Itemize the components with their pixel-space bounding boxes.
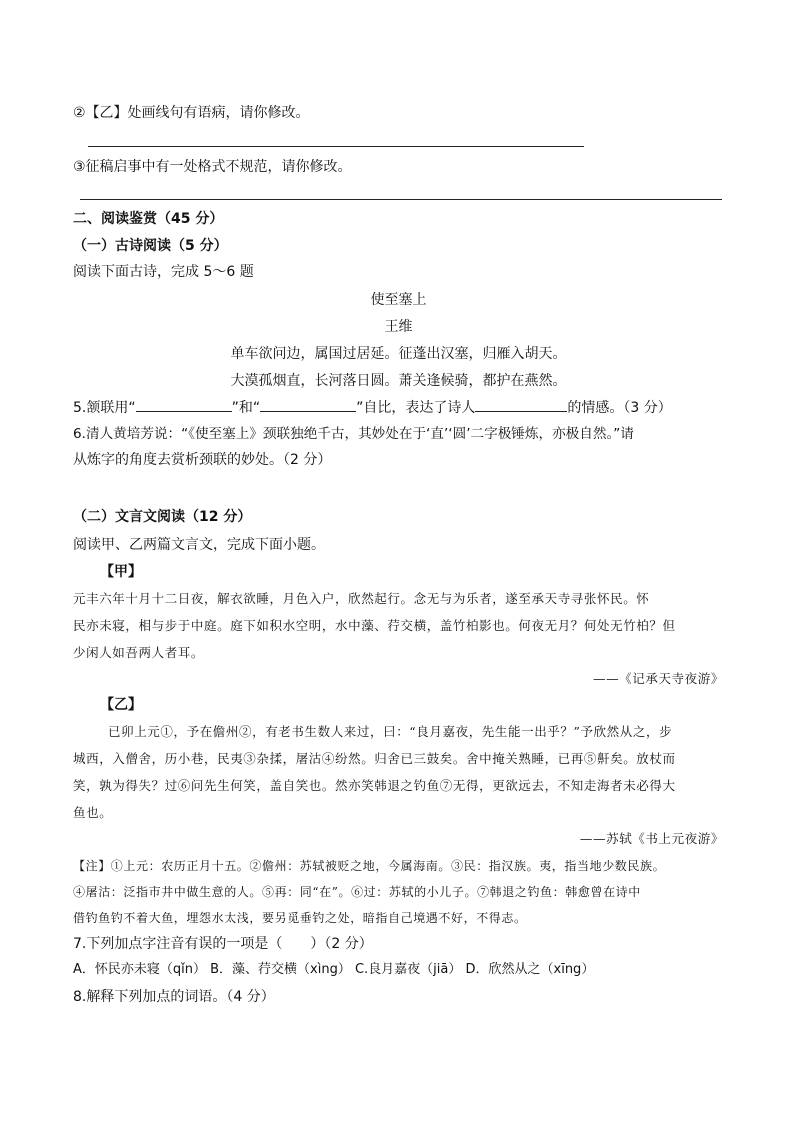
notes-line-3: 借钓鱼钓不着大鱼，埋怨水太浅，要另觅垂钓之处，暗指自己境遇不好，不得志。 <box>73 911 527 925</box>
question-6-line-2: 从炼字的角度去赏析颈联的妙处。（2 分） <box>73 452 332 468</box>
notes-line-1: 【注】①上元：农历正月十五。②儋州：苏轼被贬之地，今属海南。③民：指汉族。夷，指当地少数民族。 <box>73 859 666 873</box>
poem-line-1: 单车欲问边，属国过居延。征蓬出汉塞，归雁入胡天。 <box>230 346 567 362</box>
passage-yi-label: 【乙】 <box>100 697 142 713</box>
passage-jia-line-2: 民亦未寝，相与步于中庭。庭下如积水空明，水中藻、荇交横，盖竹柏影也。何夜无月？何处无竹柏？但 <box>73 618 676 633</box>
part1-instruction: 阅读下面古诗，完成 5～6 题 <box>73 264 254 280</box>
passage-jia-source: ——《记承天寺夜游》 <box>592 671 724 686</box>
q5-part-1: 5.颔联用“ <box>73 400 136 416</box>
question-7-options: A．怀民亦未寝（qǐn） B．藻、荇交横（xìng） C.良月嘉夜（jiā） D．欣然从之（xīng） <box>73 962 595 977</box>
question-8: 8.解释下列加点的词语。（4 分） <box>73 989 275 1005</box>
answer-line-3 <box>80 199 722 200</box>
passage-yi-source: ——苏轼《书上元夜游》 <box>579 831 724 846</box>
q5-part-4: 的情感。（3 分） <box>567 400 672 416</box>
passage-jia-label: 【甲】 <box>100 564 142 580</box>
q5-part-3: ”自比，表达了诗人 <box>356 400 476 416</box>
passage-jia-line-3: 少闲人如吾两人者耳。 <box>73 645 205 660</box>
answer-blank <box>475 397 567 412</box>
answer-blank <box>136 397 232 412</box>
q5-part-2: ”和“ <box>231 400 261 416</box>
question-2: ②【乙】处画线句有语病，请你修改。 <box>73 105 310 121</box>
question-6-line-1: 6.清人黄培芳说：“《使至塞上》颈联独绝千古，其妙处在于‘直’‘圆’二字极锤炼，亦极自然。”请 <box>73 426 634 442</box>
part1-heading: （一）古诗阅读（5 分） <box>73 238 228 254</box>
answer-line-2 <box>88 146 584 147</box>
passage-yi-line-4: 鱼也。 <box>73 805 113 820</box>
poem-title: 使至塞上 <box>370 292 427 308</box>
notes-line-2: ④屠沽：泛指市井中做生意的人。⑤再：同“在”。⑥过：苏轼的小儿子。⑦韩退之钓鱼：韩愈曾在诗中 <box>73 885 641 899</box>
part2-heading: （二）文言文阅读（12 分） <box>73 509 252 525</box>
poem-author: 王维 <box>384 319 413 335</box>
part2-instruction: 阅读甲、乙两篇文言文，完成下面小题。 <box>73 537 325 553</box>
passage-yi-line-3: 笑，孰为得失？过⑥问先生何笑，盖自笑也。然亦笑韩退之钓鱼⑦无得，更欲远去，不知走海者未必得大 <box>73 778 676 793</box>
passage-yi-line-1: 已卯上元①，予在儋州②，有老书生数人来过，曰：“良月嘉夜，先生能一出乎？”予欣然从之，步 <box>108 724 673 739</box>
section-heading: 二、阅读鉴赏（45 分） <box>73 211 224 227</box>
poem-line-2: 大漠孤烟直，长河落日圆。萧关逢候骑，都护在燕然。 <box>230 373 567 389</box>
question-3: ③征稿启事中有一处格式不规范，请你修改。 <box>73 159 352 175</box>
passage-yi-line-2: 城西，入僧舍，历小巷，民夷③杂揉，屠沽④纷然。归舍已三鼓矣。舍中掩关熟睡，已再⑤鼾矣。放杖而 <box>73 751 676 766</box>
question-5 <box>73 397 724 418</box>
passage-jia-line-1: 元丰六年十月十二日夜，解衣欲睡，月色入户，欣然起行。念无与为乐者，遂至承天寺寻张怀民。怀 <box>73 591 650 606</box>
answer-blank <box>260 397 356 412</box>
question-7: 7.下列加点字注音有误的一项是（ ）（2 分） <box>73 936 373 952</box>
